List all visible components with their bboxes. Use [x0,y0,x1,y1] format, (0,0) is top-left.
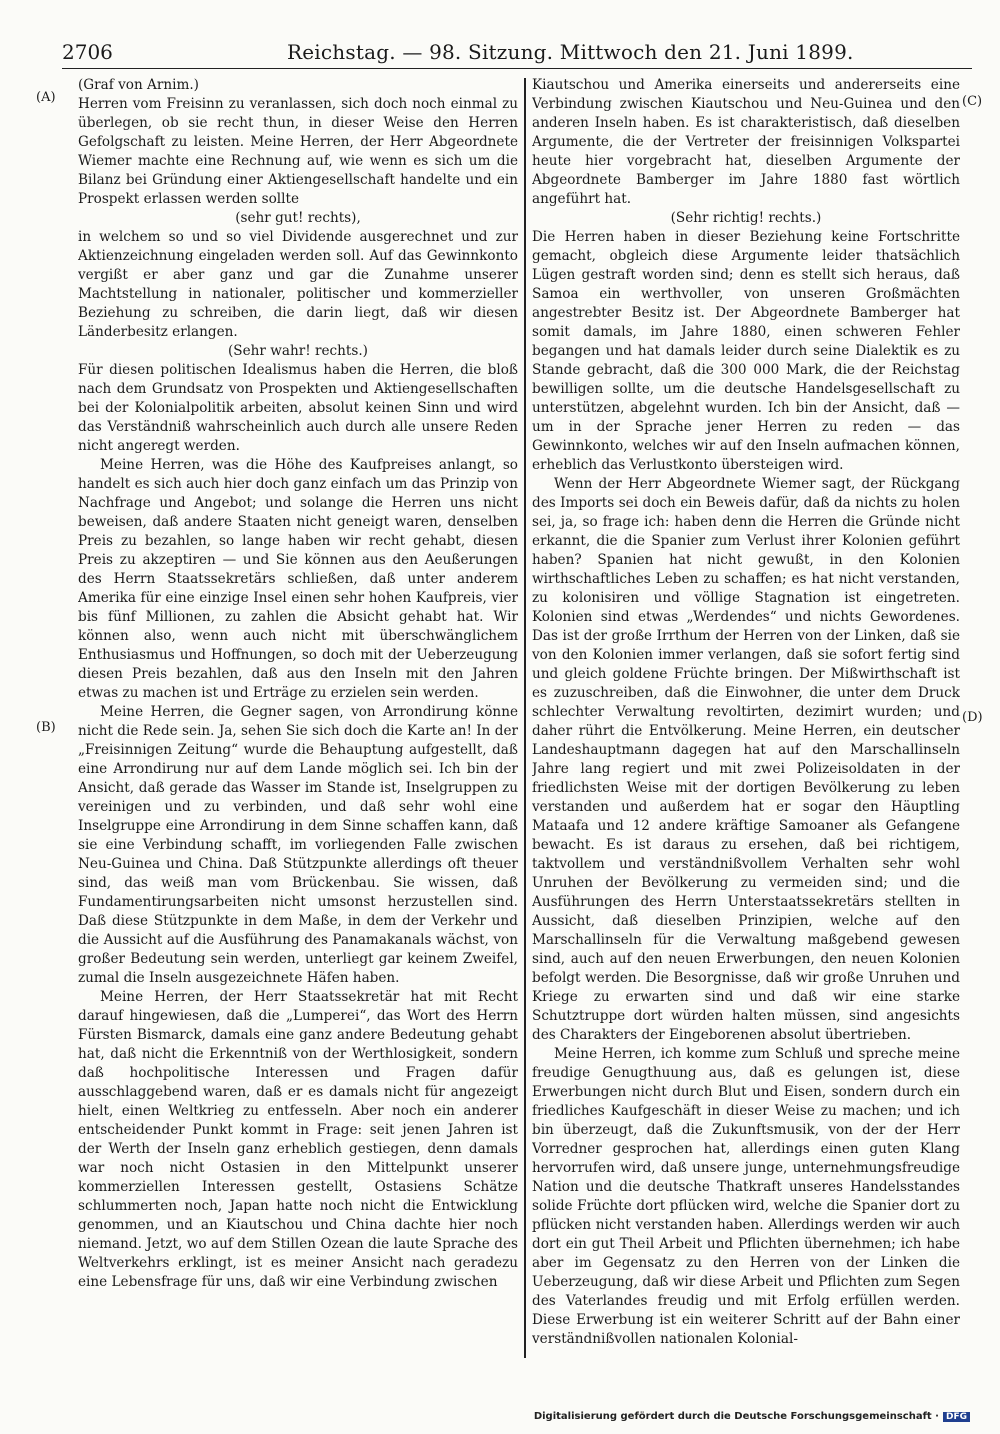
interjection: (sehr gut! rechts), [235,210,361,226]
credit-text: Digitalisierung gefördert durch die Deutsche Forschungsgemeinschaft · [533,1411,939,1422]
paragraph: in welchem so und so viel Dividende ausgerechnet und zur Aktienzeichnung eingeladen werden soll. Auf das Gewinnkonto vergißt er aber ganz und gar die Zunahme unserer Machtstellung in nationaler, politischer und kommerzieller Beziehung zu schreiben, die darin liegt, daß wir diesen Länderbesitz erlangen. [78,229,518,340]
interjection: (Sehr richtig! rechts.) [670,210,822,226]
dfg-logo: DFG [943,1412,970,1422]
interjection: (Sehr wahr! rechts.) [228,343,368,359]
margin-marker-b: (B) [36,720,56,735]
running-head: Reichstag. — 98. Sitzung. Mittwoch den 21. Juni 1899. [287,40,854,64]
speaker-label: (Graf von Arnim.) [78,77,199,93]
paragraph: Kiautschou und Amerika einerseits und andererseits eine Verbindung zwischen Kiautschou und Neu-Guinea und den anderen Inseln haben. Es ist charakteristisch, daß dieselben Argumente, die der Vertreter der freisinnigen Volkspartei heute hier vorgebracht hat, dieselben Argumente der Abgeordnete Bamberger im Jahre 1880 fast wörtlich angeführt hat. [532,77,960,207]
page-header [62,34,972,69]
margin-marker-c: (C) [962,94,983,109]
margin-marker-d: (D) [962,710,983,725]
paragraph: Meine Herren, ich komme zum Schluß und spreche meine freudige Genugthuung aus, daß es gelungen ist, diese Erwerbungen nicht durch Blut und Eisen, sondern durch ein friedliches Kaufgeschäft in dieser Weise zu machen; und ich bin überzeugt, daß die Zukunftsmusik, von der der Herr Vorredner gesprochen hat, allerdings einen guten Klang hervorrufen wird, daß unsere junge, unternehmungsfreudige Nation und die deutsche Thatkraft unseres Handelsstandes solide Früchte dort pflücken wird, welche die Spanier dort zu pflücken nicht verstanden haben. Allerdings werden wir auch dort ein gut Theil Arbeit und Pflichten übernehmen; ich habe aber im Gegensatz zu den Herren von der Linken die Ueberzeugung, daß wir diese Arbeit und Pflichten zum Segen des Vaterlandes freudig und mit Erfolg erfüllen werden. Diese Erwerbung ist ein weiterer Schritt auf der Bahn einer verständnißvollen nationalen Kolonial- [532,1046,960,1347]
right-column [532,76,960,1358]
page-number: 2706 [62,40,113,64]
paragraph: Herren vom Freisinn zu veranlassen, sich doch noch einmal zu überlegen, ob sie recht thun, in dieser Weise den Herren Gefolgschaft zu leisten. Meine Herren, der Herr Abgeordnete Wiemer machte eine Rechnung auf, wie wenn es sich um die Bilanz bei Gründung einer Aktiengesellschaft handelte und ein Prospekt erlassen werden sollte [78,96,518,207]
paragraph: Meine Herren, was die Höhe des Kaufpreises anlangt, so handelt es sich auch hier doch ganz einfach um das Prinzip von Nachfrage und Angebot; und solange die Herren uns nicht beweisen, daß andere Staaten nicht geneigt waren, denselben Preis zu bezahlen, so lange haben wir recht gehabt, diesen Preis zu akzeptiren — und Sie können aus den Aeußerungen des Herrn Staatssekretärs schließen, daß unter anderem Amerika für eine einzige Insel einen sehr hohen Kaufpreis, vier bis fünf Millionen, zu zahlen die Absicht gehabt hat. Wir können also, wenn auch nicht mit überschwänglichem Enthusiasmus und Hoffnungen, so doch mit der Ueberzeugung diesen Preis bezahlen, daß aus den Inseln mit den Jahren etwas zu machen ist und Erträge zu erzielen sein werden. [78,457,518,701]
margin-marker-a: (A) [36,90,56,105]
left-column [78,76,518,1358]
paragraph: Wenn der Herr Abgeordnete Wiemer sagt, der Rückgang des Imports sei doch ein Beweis dafür, daß da nichts zu holen sei, ja, so frage ich: haben denn die Herren die Gründe nicht erkannt, die die Spanier zum Verlust ihrer Kolonien geführt haben? Spanien hat nicht gewußt, in den Kolonien wirthschaftliches Leben zu schaffen; es hat nicht verstanden, zu kolonisiren und völlige Stagnation ist eingetreten. Kolonien sind etwas „Werdendes“ und nichts Gewordenes. Das ist der große Irrthum der Herren von der Linken, daß sie von den Kolonien immer verlangen, daß sie sofort fertig sind und gleich goldene Früchte bringen. Der Mißwirthschaft ist es zuzuschreiben, daß die Einwohner, die unter dem Druck schlechter Verwaltung revoltirten, dezimirt wurden; und daher rührt die Entvölkerung. Meine Herren, ein deutscher Landeshauptmann dagegen hat auf den Marschallinseln Jahre lang regiert und mit zwei Polizeisoldaten in der friedlichsten Weise mit der dortigen Bevölkerung zu leben verstanden und außerdem hat er sogar den Häuptling Mataafa und 12 andere kräftige Samoaner als Gefangene bewacht. Es ist daraus zu ersehen, daß bei richtigem, taktvollem und verständnißvollem Verhalten sehr wohl Unruhen der Bevölkerung zu vermeiden sind; und die Ausführungen des Herrn Unterstaatssekretärs stellten in Aussicht, daß dieselben Prinzipien, welche auf den Marschallinseln für die Verwaltung maßgebend gewesen sind, auch auf den neuen Erwerbungen, den neuen Kolonien befolgt werden. Die Besorgnisse, daß wir große Unruhen und Kriege zu erwarten sind und daß wir eine starke Schutztruppe dort würden halten müssen, sind angesichts des Charakters der Eingeborenen absolut übertrieben. [532,476,960,1043]
paragraph: Meine Herren, der Herr Staatssekretär hat mit Recht darauf hingewiesen, daß die „Lumperei“, das Wort des Herrn Fürsten Bismarck, damals eine ganz andere Bedeutung gehabt hat, daß nicht die Erkenntniß von der Werthlosigkeit, sondern daß hochpolitische Interessen und Fragen dafür ausschlaggebend waren, daß er es damals nicht für angezeigt hielt, einen Weltkrieg zu entfesseln. Aber noch ein anderer entscheidender Punkt kommt in Frage: seit jenen Jahren ist der Werth der Inseln ganz erheblich gestiegen, denn damals war noch nicht Ostasien in den Mittelpunkt unserer kommerziellen Interessen gestellt, Ostasiens Schätze schlummerten noch, Japan hatte noch nicht die Entwicklung genommen, und an Kiautschou und China dachte hier noch niemand. Jetzt, wo auf dem Stillen Ozean die laute Sprache des Weltverkehrs erklingt, ist es meiner Ansicht nach geradezu eine Lebensfrage für uns, daß wir eine Verbindung zwischen [78,989,518,1290]
column-divider [524,78,526,1358]
paragraph: Die Herren haben in dieser Beziehung keine Fortschritte gemacht, obgleich diese Argumente leider thatsächlich Lügen gestraft worden sind; denn es stellt sich heraus, daß Samoa ein werthvoller, von unseren Großmächten angestrebter Besitz ist. Der Abgeordnete Bamberger hat somit damals, im Jahre 1880, einen schweren Fehler begangen und hat damals leider durch seine Dialektik es zu Stande gebracht, daß die 300 000 Mark, die der Reichstag bewilligen sollte, um die deutsche Handelsgesellschaft zu unterstützen, abgelehnt wurden. Ich bin der Ansicht, daß — um in der Sprache jener Herren zu reden — das Gewinnkonto, welches wir auf den Inseln aufmachen können, erheblich das Verlustkonto übersteigen wird. [532,229,960,473]
digitization-credit [534,1411,970,1422]
paragraph: Für diesen politischen Idealismus haben die Herren, die bloß nach dem Grundsatz von Prospekten und Aktiengesellschaften bei der Kolonialpolitik arbeiten, absolut keinen Sinn und wird das Verständniß wahrscheinlich auch durch alle unsere Reden nicht angeregt werden. [78,362,518,454]
paragraph: Meine Herren, die Gegner sagen, von Arrondirung könne nicht die Rede sein. Ja, sehen Sie sich doch die Karte an! In der „Freisinnigen Zeitung“ wurde die Behauptung aufgestellt, daß eine Arrondirung nur auf dem Lande möglich sei. Ich bin der Ansicht, daß gerade das Wasser im Stande ist, Inselgruppen zu vereinigen und zu verbinden, und daß sehr wohl eine Inselgruppe eine Arrondirung in dem Sinne schaffen kann, daß sie eine Verbindung schafft, im vorliegenden Falle zwischen Neu-Guinea und China. Daß Stützpunkte allerdings oft theuer sind, das weiß man vom Brückenbau. Sie wissen, daß Fundamentirungsarbeiten nicht umsonst herzustellen sind. Daß diese Stützpunkte in dem Maße, in dem der Verkehr und die Aussicht auf die Ausführung des Panamakanals wächst, von großer Bedeutung sein werden, unterliegt gar keinem Zweifel, zumal die Inseln ausgezeichnete Häfen haben. [78,704,518,986]
